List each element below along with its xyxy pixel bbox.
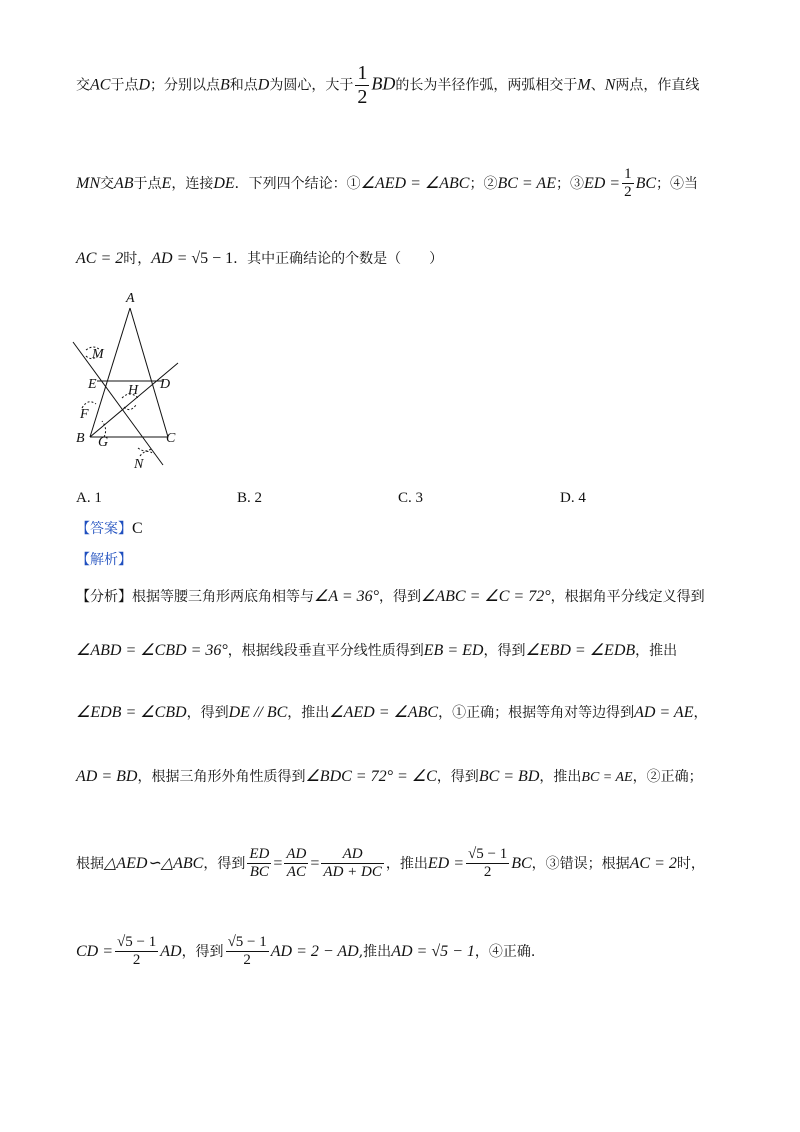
text: ，①正确；根据等角对等边得到 xyxy=(438,705,635,721)
fraction: $\frac{AD}{AC}$ xyxy=(286,846,307,881)
conclusion-3: ED = xyxy=(583,174,621,192)
label-b: B xyxy=(76,431,85,446)
fraction: $\frac{√5 - 1}{2}$ xyxy=(468,846,508,881)
analysis-line-6 xyxy=(76,934,535,970)
math: E xyxy=(161,174,172,192)
answer-value: C xyxy=(132,520,143,537)
text: 交 xyxy=(76,77,90,94)
math: AD = BD xyxy=(76,768,138,785)
math: ∠AED = ∠ABC xyxy=(329,704,439,721)
analysis-line-3 xyxy=(76,702,707,722)
text: ， xyxy=(693,705,708,721)
math: BC = AE xyxy=(581,770,633,785)
text: ；② xyxy=(469,175,498,192)
math: AD = √5 − 1 xyxy=(391,942,475,960)
math: D xyxy=(257,76,270,94)
analysis-line-1 xyxy=(76,586,705,606)
text: ；④当 xyxy=(656,175,699,192)
math: MN xyxy=(76,174,100,192)
fraction: $\frac{√5 - 1}{2}$ xyxy=(227,934,267,969)
math: D xyxy=(138,76,151,94)
label-h: H xyxy=(128,383,139,398)
text: ，得到 xyxy=(483,643,526,659)
sqrt: √5 xyxy=(191,250,209,267)
fraction: $\frac{AD}{AD + DC}$ xyxy=(323,846,382,881)
math: BC xyxy=(511,854,532,872)
text: ，得到 xyxy=(186,705,229,721)
math: AC xyxy=(90,76,111,94)
math: EB = ED xyxy=(423,642,484,659)
math: ∠ABD = ∠CBD = 36° xyxy=(76,642,228,659)
math: ∠BDC = 72° = ∠C xyxy=(305,768,437,785)
text: ，根据线段垂直平分线性质得到 xyxy=(227,643,424,659)
math: AD = AE xyxy=(634,704,694,721)
question-line-1 xyxy=(76,62,699,109)
math: ∠EDB = ∠CBD xyxy=(76,704,187,721)
math: DE xyxy=(213,174,235,192)
text: 和点 xyxy=(229,77,258,94)
question-line-2 xyxy=(76,166,698,202)
label-n: N xyxy=(134,457,144,472)
text: 于点 xyxy=(133,175,162,192)
text: ，②正确； xyxy=(632,769,703,785)
math: CD = xyxy=(76,942,114,960)
text: 根据 xyxy=(76,855,104,872)
answer-line xyxy=(76,518,143,538)
geometry-figure xyxy=(68,290,188,475)
text: 时， xyxy=(123,251,152,267)
question-line-3 xyxy=(76,248,443,268)
math: DE // BC xyxy=(228,704,288,721)
math: − 1 xyxy=(208,250,234,267)
text: 为圆心，大于 xyxy=(269,77,354,94)
analysis-subtag: 【分析】 xyxy=(76,589,132,605)
text: ，得到 xyxy=(181,943,224,960)
fraction: $\frac{ED}{BC}$ xyxy=(249,846,270,881)
text: 、 xyxy=(590,77,605,94)
math: AD = 2 − AD xyxy=(270,942,359,960)
label-g: G xyxy=(98,435,109,450)
analysis-line-4 xyxy=(76,766,703,786)
math: AD xyxy=(160,942,182,960)
math: ED = xyxy=(427,854,464,872)
label-m: M xyxy=(92,347,104,362)
text: ，根据三角形外角性质得到 xyxy=(137,769,306,785)
math: AC = 2 xyxy=(629,854,677,872)
math: ∠A = 36° xyxy=(314,588,380,605)
text: ．其中正确结论的个数是（ ） xyxy=(233,251,444,267)
text: ，得到 xyxy=(436,769,479,785)
math: ∠ABC = ∠C = 72° xyxy=(421,588,551,605)
analysis-tag: 【解析】 xyxy=(76,552,132,568)
math: M xyxy=(577,76,591,94)
text: ；③ xyxy=(555,175,584,192)
label-d: D xyxy=(160,377,171,392)
conclusion-2: BC = AE xyxy=(497,174,556,192)
text: ，连接 xyxy=(171,175,214,192)
text: ，④正确. xyxy=(474,943,536,960)
option-b[interactable]: B. 2 xyxy=(237,490,263,506)
option-c[interactable]: C. 3 xyxy=(398,490,424,506)
text: ,推出 xyxy=(358,943,392,960)
text: ．下列四个结论：① xyxy=(234,175,361,192)
math: BD xyxy=(371,73,396,94)
label-f: F xyxy=(80,407,89,422)
conclusion-1: ∠AED = ∠ABC xyxy=(360,174,470,192)
math: △AED∽△ABC xyxy=(104,854,204,872)
label-a: A xyxy=(126,291,135,306)
text: ，推出 xyxy=(539,769,582,785)
text: ，推出 xyxy=(635,643,678,659)
fraction: $\frac{√5 - 1}{2}$ xyxy=(117,934,157,969)
analysis-line-5: 根据△AED∽△ABC，得到 $\frac{ED}{BC}$ = $\frac{AD}{AC}$ = $\frac{AD}{AD + DC}$ ，推出ED = $\frac{√5 - 1}{2}$ BC，③错误；根据AC = 2时， xyxy=(76,846,705,881)
math: AB xyxy=(114,174,134,192)
math: N xyxy=(604,76,616,94)
text: ，得到 xyxy=(203,855,246,872)
option-d[interactable]: D. 4 xyxy=(560,490,586,506)
math: BC xyxy=(635,174,657,192)
text: ，推出 xyxy=(385,855,428,872)
label-e: E xyxy=(88,377,97,392)
text: 时， xyxy=(676,855,705,872)
text: 于点 xyxy=(110,77,139,94)
math: AC = 2 xyxy=(76,250,124,267)
label-c: C xyxy=(166,431,176,446)
text: ，③错误；根据 xyxy=(531,855,630,872)
math: BC = BD xyxy=(478,768,540,785)
analysis-line-2 xyxy=(76,640,677,660)
text: 两点，作直线 xyxy=(615,77,700,94)
text: 根据等腰三角形两底角相等与 xyxy=(132,589,314,605)
option-a[interactable]: A. 1 xyxy=(76,490,102,506)
text: 交 xyxy=(100,175,114,192)
text: 的长为半径作弧，两弧相交于 xyxy=(395,77,578,94)
text: ；分别以点 xyxy=(150,77,221,94)
math: AD = xyxy=(151,250,192,267)
math: B xyxy=(220,76,230,94)
math: ∠EBD = ∠EDB xyxy=(525,642,636,659)
text: ，推出 xyxy=(287,705,330,721)
fraction-half: $\frac{1}{2}$ xyxy=(624,166,632,201)
text: ，根据角平分线定义得到 xyxy=(550,589,705,605)
fraction-half: $\frac{1}{2}$ xyxy=(357,62,368,108)
answer-tag: 【答案】 xyxy=(76,521,132,537)
text: ，得到 xyxy=(379,589,422,605)
